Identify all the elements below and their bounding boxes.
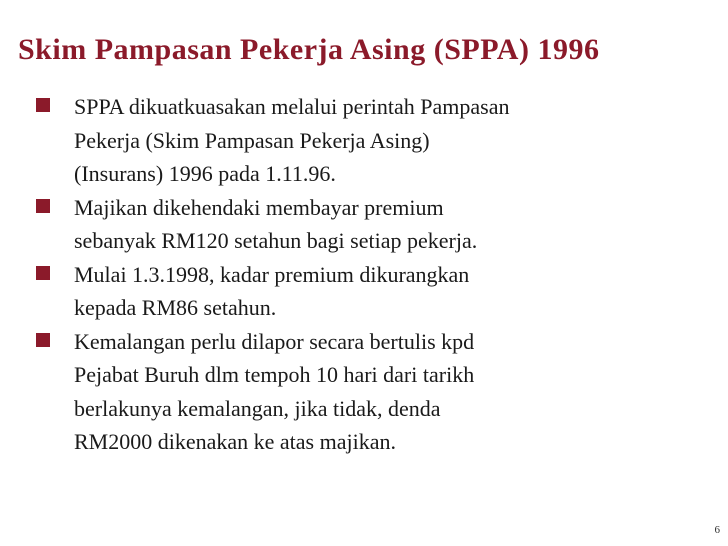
slide-title: Skim Pampasan Pekerja Asing (SPPA) 1996: [18, 33, 600, 66]
bullet-line: Pejabat Buruh dlm tempoh 10 hari dari tarikh: [74, 362, 475, 387]
bullet-item: [32, 325, 672, 459]
bullet-line: Pekerja (Skim Pampasan Pekerja Asing): [74, 127, 430, 153]
bullet-line: Majikan dikehendaki membayar premium: [74, 194, 444, 220]
bullet-line: berlakunya kemalangan, jika tidak, denda: [74, 395, 441, 421]
bullet-item: [32, 191, 672, 258]
square-bullet-icon: [36, 98, 50, 112]
bullet-line: Mulai 1.3.1998, kadar premium dikurangkan: [74, 261, 470, 287]
square-bullet-icon: [36, 266, 50, 280]
bullet-line: (Insurans) 1996 pada 1.11.96.: [74, 161, 336, 186]
square-bullet-icon: [36, 199, 50, 213]
bullet-list: [32, 90, 672, 459]
bullet-line: SPPA dikuatkuasakan melalui perintah Pampasan: [74, 94, 510, 119]
bullet-item: [32, 90, 672, 191]
bullet-line: Kemalangan perlu dilapor secara bertulis kpd: [74, 328, 475, 354]
bullet-line: RM2000 dikenakan ke atas majikan.: [74, 429, 396, 454]
bullet-line: kepada RM86 setahun.: [74, 295, 277, 320]
page-number: 6: [714, 524, 720, 536]
square-bullet-icon: [36, 333, 50, 347]
bullet-item: [32, 258, 672, 325]
bullet-line: sebanyak RM120 setahun bagi setiap pekerja.: [74, 228, 478, 253]
